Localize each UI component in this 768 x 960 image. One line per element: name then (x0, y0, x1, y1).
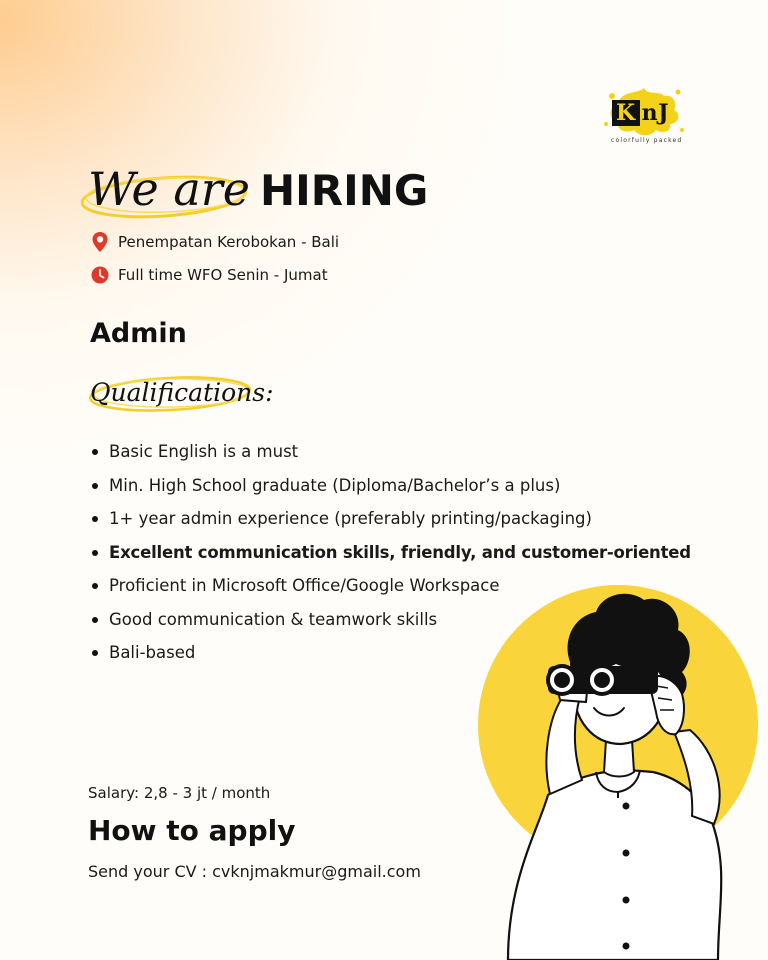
list-item: Min. High School graduate (Diploma/Bachelor’s a plus) (92, 474, 691, 508)
title-bold: HIRING (260, 166, 429, 215)
list-item: 1+ year admin experience (preferably printing/packaging) (92, 507, 691, 541)
logo-letter-k: K (612, 100, 640, 126)
person-with-binoculars-illustration (478, 580, 768, 960)
list-item: Excellent communication skills, friendly, and customer-oriented (92, 541, 691, 575)
company-logo (598, 84, 688, 154)
job-role: Admin (90, 318, 187, 349)
salary-text: Salary: 2,8 - 3 jt / month (88, 784, 271, 802)
list-item: Bali-based (92, 641, 691, 675)
qualifications-title: Qualifications: (90, 378, 274, 407)
logo-letters: nJ (641, 100, 670, 126)
logo-tagline: colorfully packed (611, 137, 683, 144)
list-item: Proficient in Microsoft Office/Google Workspace (92, 574, 691, 608)
location-row (90, 232, 339, 252)
list-item: Good communication & teamwork skills (92, 608, 691, 642)
schedule-row (90, 265, 328, 285)
list-item: Basic English is a must (92, 440, 691, 474)
location-pin-icon (90, 232, 110, 252)
page-title (88, 162, 428, 216)
clock-icon (90, 265, 110, 285)
title-script: We are (88, 162, 251, 216)
apply-instructions: Send your CV : cvknjmakmur@gmail.com (88, 862, 421, 881)
location-text: Penempatan Kerobokan - Bali (118, 233, 340, 251)
how-to-apply-title: How to apply (88, 814, 296, 847)
schedule-text: Full time WFO Senin - Jumat (118, 266, 328, 284)
